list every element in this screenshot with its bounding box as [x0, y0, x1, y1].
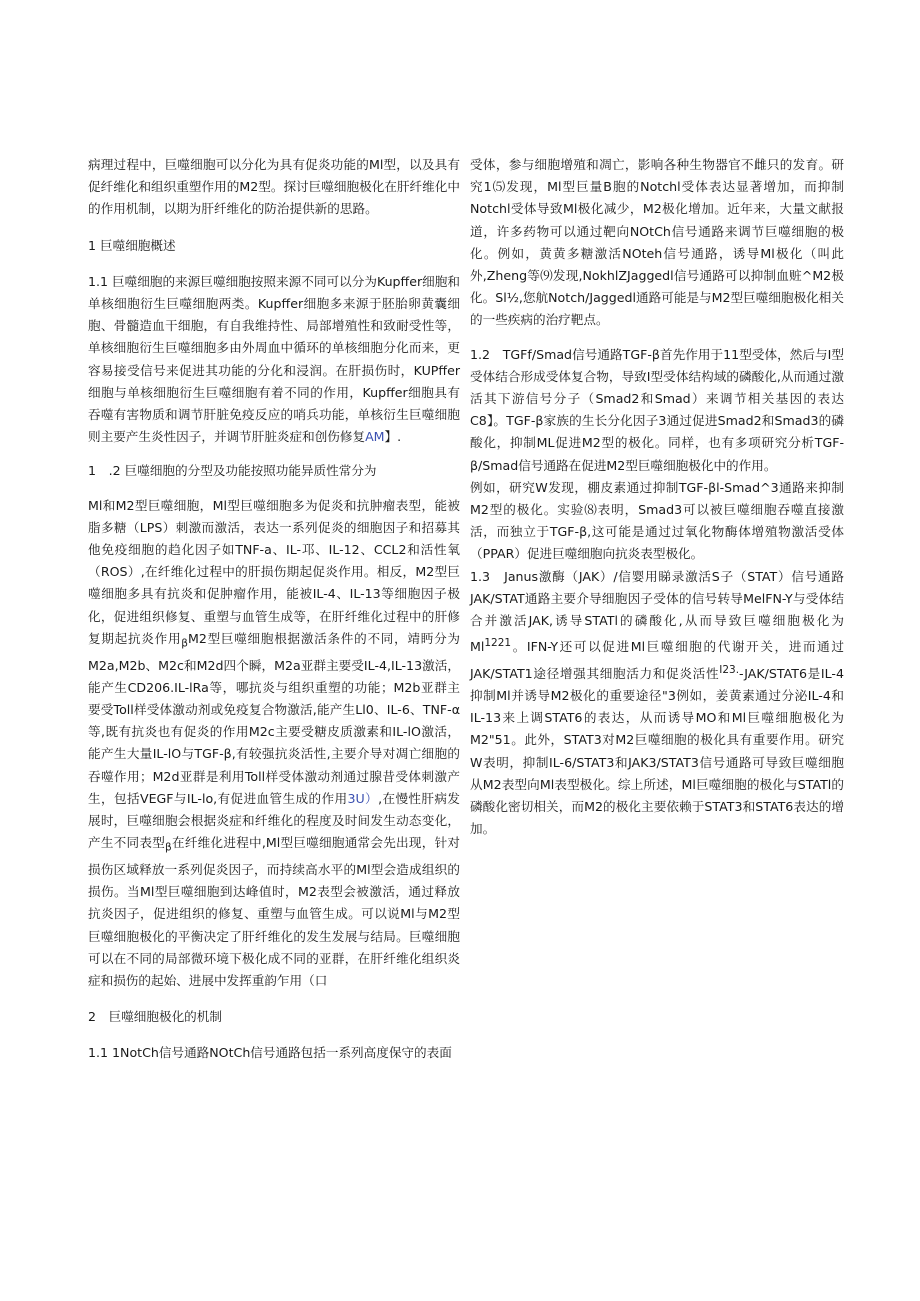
types-text-c: ,在慢性肝病发展时，巨噬细胞会根据炎症和纤维化的程度及时间发生动态变化，产生不同表型	[88, 790, 460, 851]
types-subscript-2: β	[165, 841, 172, 854]
left-column	[88, 154, 460, 1065]
tgf-example-paragraph: 例如，研究W发现，棚皮素通过抑制TGF-βl-Smad^3通路来抑制M2型的极化。实验⑻表明，Smad3可以被巨噬细胞吞噬直接激活，而独立于TGF-β,这可能是通过过氧化物酶体增殖物激活受体（PPAR）促进巨噬细胞向抗炎表型极化。	[470, 479, 844, 562]
jak-superscript-2: I23.	[719, 663, 740, 676]
types-text-d: 在纤维化进程中,Ml型巨噬细胞通常会先出现，针对损伤区域释放一系列促炎因子，而持续高水平的Ml型会造成组织的损伤。当Ml型巨噬细胞到达峰值时，M2表型会被激活，通过释放抗炎因子，促进组织的修复、重塑与血管生成。可以说Ml与M2型巨噬细胞极化的平衡决定了肝纤维化的发生发展与结局。巨噬细胞可以在不同的局部微环境下极化成不同的亚群，在肝纤维化组织炎症和损伤的起始、进展中发挥重韵乍用（口	[88, 835, 461, 988]
section-1-2-heading: 1 .2 巨噬细胞的分型及功能按照功能异质性常分为	[88, 463, 377, 479]
tgf-smad-paragraph: 1.2 TGFf/Smad信号通路TGF-β首先作用于11型受体，然后与I型受体结合形成受体复合物，导致I型受体结构域的磷酸化,从而通过激活其下游信号分子（Smad2和Smad）来调节相关基因的表达C8】。TGF-β家族的生长分化因子3通过促进Smad2和Smad3的磷酸化，抑制ML促进M2型的极化。同样，也有多项研究分析TGF-β∕Smad信号通路在促进M2型巨噬细胞极化中的作用。	[470, 346, 844, 473]
section-1-heading: 1 巨噬细胞概述	[88, 237, 176, 253]
types-text-a: Ml和M2型巨噬细胞，Ml型巨噬细胞多为促炎和抗肿瘤表型，能被脂多糖（LPS）刺激而激活，表达一系列促炎的细胞因子和招募其他免疫细胞的趋化因子如TNF-a、IL-邛、IL-12、CCL2和活性氧（ROS）,在纤维化过程中的肝损伤期起促炎作用。相反，M2型巨噬细胞多具有抗炎和促肿瘤作用，能被IL-4、IL-13等细胞因子极化，促进组织修复、重塑与血管生成等，在肝纤维化过程中的肝修复期起抗炎作用	[88, 497, 460, 646]
origin-text-end: 】.	[384, 429, 402, 445]
origin-citation: AM	[365, 429, 385, 445]
intro-paragraph: 病理过程中，巨噬细胞可以分化为具有促炎功能的Ml型，以及具有促纤维化和组织重塑作用的M2型。探讨巨噬细胞极化在肝纤维化中的作用机制，以期为肝纤维化的防治提供新的思路。	[88, 157, 460, 217]
jak-stat-paragraph	[470, 566, 844, 841]
macrophage-origin-paragraph	[88, 271, 460, 449]
types-subscript-1: β	[181, 637, 188, 650]
jak-text-c: -JAK/STAT6是IL-4抑制Ml并诱导M2极化的重要途径"3例如，姜黄素通过分泌IL-4和IL-13来上调STAT6的表达，从而诱导MO和Ml巨噬细胞极化为M2"51。此外，STAT3对M2巨噬细胞的极化具有重要作用。研究W表明，抑制IL-6∕STAT3和JAK3/STAT3信号通路可导致巨噬细胞从M2表型向Ml表型极化。综上所述，Ml巨噬细胞的极化与STATl的磷酸化密切相关，而M2的极化主要依赖于STAT3和STAT6表达的增加。	[470, 665, 844, 837]
jak-superscript-1: 1221	[484, 637, 512, 650]
types-citation: 3U）	[347, 790, 379, 806]
notch-intro-paragraph: 1.1 1NotCh信号通路NOtCh信号通路包括一系列高度保守的表面	[88, 1045, 452, 1061]
section-2-heading: 2 巨噬细胞极化的机制	[88, 1009, 222, 1025]
origin-text: 1.1 巨噬细胞的来源巨噬细胞按照来源不同可以分为Kupffer细胞和单核细胞衍生巨噬细胞两类。Kupffer细胞多来源于胚胎卵黄囊细胞、骨髓造血干细胞，有自我维持性、局部增殖性和致耐受性等，单核细胞衍生巨噬细胞多由外周血中循环的单核细胞分化而来，更容易接受信号来促进其功能的分化和浸润。在肝损伤时，KUPffer细胞与单核细胞衍生巨噬细胞有着不同的作用，Kupffer细胞具有吞噬有害物质和调节肝脏免疫反应的哨兵功能，单核衍生巨噬细胞则主要产生炎性因子，并调节肝脏炎症和创伤修复	[88, 273, 460, 445]
types-text-b: M2型巨噬细胞根据激活条件的不同，靖眄分为M2a,M2b、M2c和M2d四个瞬，M2a亚群主要受IL-4,IL-13激活，能产生CD206.IL-lRa等，哪抗炎与组织重塑的功能；M2b亚群主要受Toll样受体激动剂或免疫复合物激活,能产生Ll0、IL-6、TNF-α等,既有抗炎也有促炎的作用M2c主要受糖皮质激素和IL-lO激活，能产生大量IL-lO与TGF-β,有较强抗炎活性,主要介导对凋亡细胞的吞噬作用；M2d亚群是利用Toll样受体激动剂通过腺昔受体刺激产生，包括VEGF与IL-lo,有促进血管生成的作用	[88, 630, 460, 806]
macrophage-types-paragraph	[88, 495, 460, 993]
jak-text-b: 。IFN-Y还可以促进Ml巨噬细胞的代谢开关，进而通过JAK/STAT1途径增强其细胞活力和促炎活性	[470, 639, 844, 681]
jak-text-a: 1.3 Janus激酶（JAK）/信婴用睇录激活S子（STAT）信号通路JAK/STAT通路主要介导细胞因子受体的信号转导MelFN-Y与受体结合并激活JAK,诱导STATl的磷酸化,从而导致巨噬细胞极化为Ml	[470, 568, 844, 655]
notch-paragraph: 受体，参与细胞增殖和凋亡，影响各种生物器官不雌只的发育。研究1⑸发现，Ml型巨量B胞的Notchl受体表达显著增加，而抑制Notchl受体导致Ml极化减少，M2极化增加。近年来，大量文献报道，许多药物可以通过靶向NOtCh信号通路来调节巨噬细胞的极化。例如，黄黄多糖激活NOteh信号通路，诱导Ml极化（叫此外,Zheng等⑼发现,NokhlZJaggedl信号通路可以抑制血赃^M2极化。Sl½,您航Notch/Jaggedl通路可能是与M2型巨噬细胞极化相关的一些疾病的治疗靶点。	[470, 157, 844, 328]
right-column	[470, 154, 844, 840]
